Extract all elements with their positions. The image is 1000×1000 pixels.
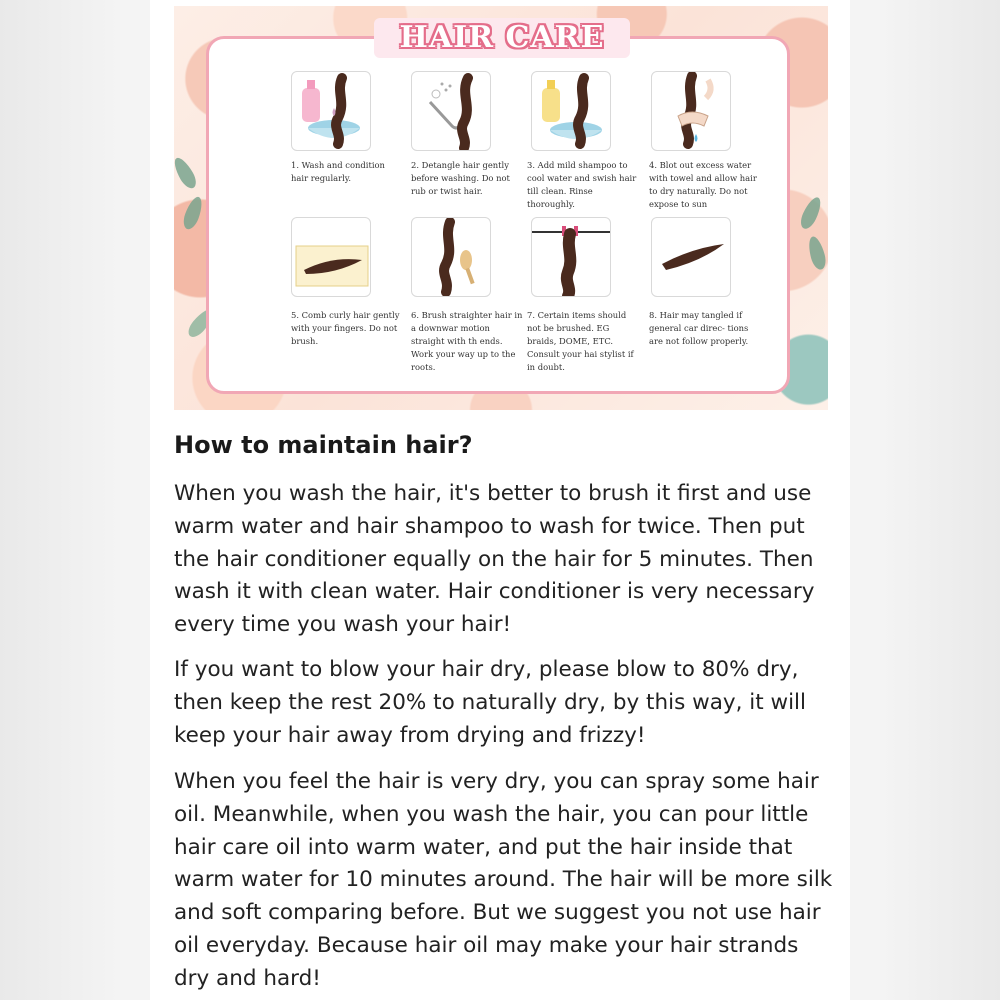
step-8-image: [651, 217, 731, 297]
mild-shampoo-icon: [532, 72, 611, 151]
step-1-image: [291, 71, 371, 151]
step-5-image: [291, 217, 371, 297]
comb-fingers-icon: [292, 218, 371, 297]
step-3-image: [531, 71, 611, 151]
step-4-image: [651, 71, 731, 151]
poster-frame: [206, 36, 790, 394]
detangle-spray-icon: [412, 72, 491, 151]
step-2-image: [411, 71, 491, 151]
leaf-icon: [181, 195, 206, 232]
step-7-image: [531, 217, 611, 297]
step-6-image: [411, 217, 491, 297]
paragraph-wash: When you wash the hair, it's better to brush it first and use warm water and hair shampoo to wash for twice. Then put the hair conditioner equally on the hair for 5 minutes. Then wash it with clean water. Hair conditioner is very necessary every time you wash your hair!: [174, 481, 815, 638]
shampoo-bowl-icon: [292, 72, 371, 151]
content-card: [150, 0, 850, 1000]
step-1-text: 1. Wash and condition hair regularly.: [291, 160, 385, 183]
hanging-hair-icon: [532, 218, 611, 297]
paragraph-hair-oil: When you feel the hair is very dry, you can spray some hair oil. Meanwhile, when you wash the hair, you can pour little hair care oil into warm water, and put the hair inside that warm water for 10 minutes around. The hair will be more silk and soft comparing before. But we suggest you not use hair oil everyday. Because hair oil may make your hair strands dry and hard!: [174, 769, 833, 991]
paragraph-blow-dry: If you want to blow your hair dry, please blow to 80% dry, then keep the rest 20% to naturally dry, by this way, it will keep your hair away from drying and frizzy!: [174, 657, 807, 748]
step-8-text: 8. Hair may tangled if general car direc- tions are not follow properly.: [649, 310, 749, 346]
leaf-icon: [170, 155, 199, 191]
tangled-hair-icon: [652, 218, 731, 297]
hair-care-poster: [174, 6, 828, 410]
step-5-text: 5. Comb curly hair gently with your fingers. Do not brush.: [291, 310, 400, 346]
brush-icon: [412, 218, 491, 297]
step-4-text: 4. Blot out excess water with towel and allow hair to dry naturally. Do not expose to sun: [649, 160, 757, 209]
poster-title: HAIR CARE: [374, 18, 630, 58]
step-7-text: 7. Certain items should not be brushed. EG braids, DOME, ETC. Consult your hai stylist if in doubt.: [527, 310, 634, 372]
leaf-icon: [806, 235, 828, 271]
step-3-text: 3. Add mild shampoo to cool water and swish hair till clean. Rinse thoroughly.: [527, 160, 637, 209]
step-2-text: 2. Detangle hair gently before washing. Do not rub or twist hair.: [411, 160, 510, 196]
article-heading: How to maintain hair?: [174, 431, 473, 459]
towel-blot-icon: [652, 72, 731, 151]
leaf-icon: [797, 195, 824, 232]
step-6-text: 6. Brush straighter hair in a downwar motion straight with th ends. Work your way up to the roots.: [411, 310, 523, 372]
